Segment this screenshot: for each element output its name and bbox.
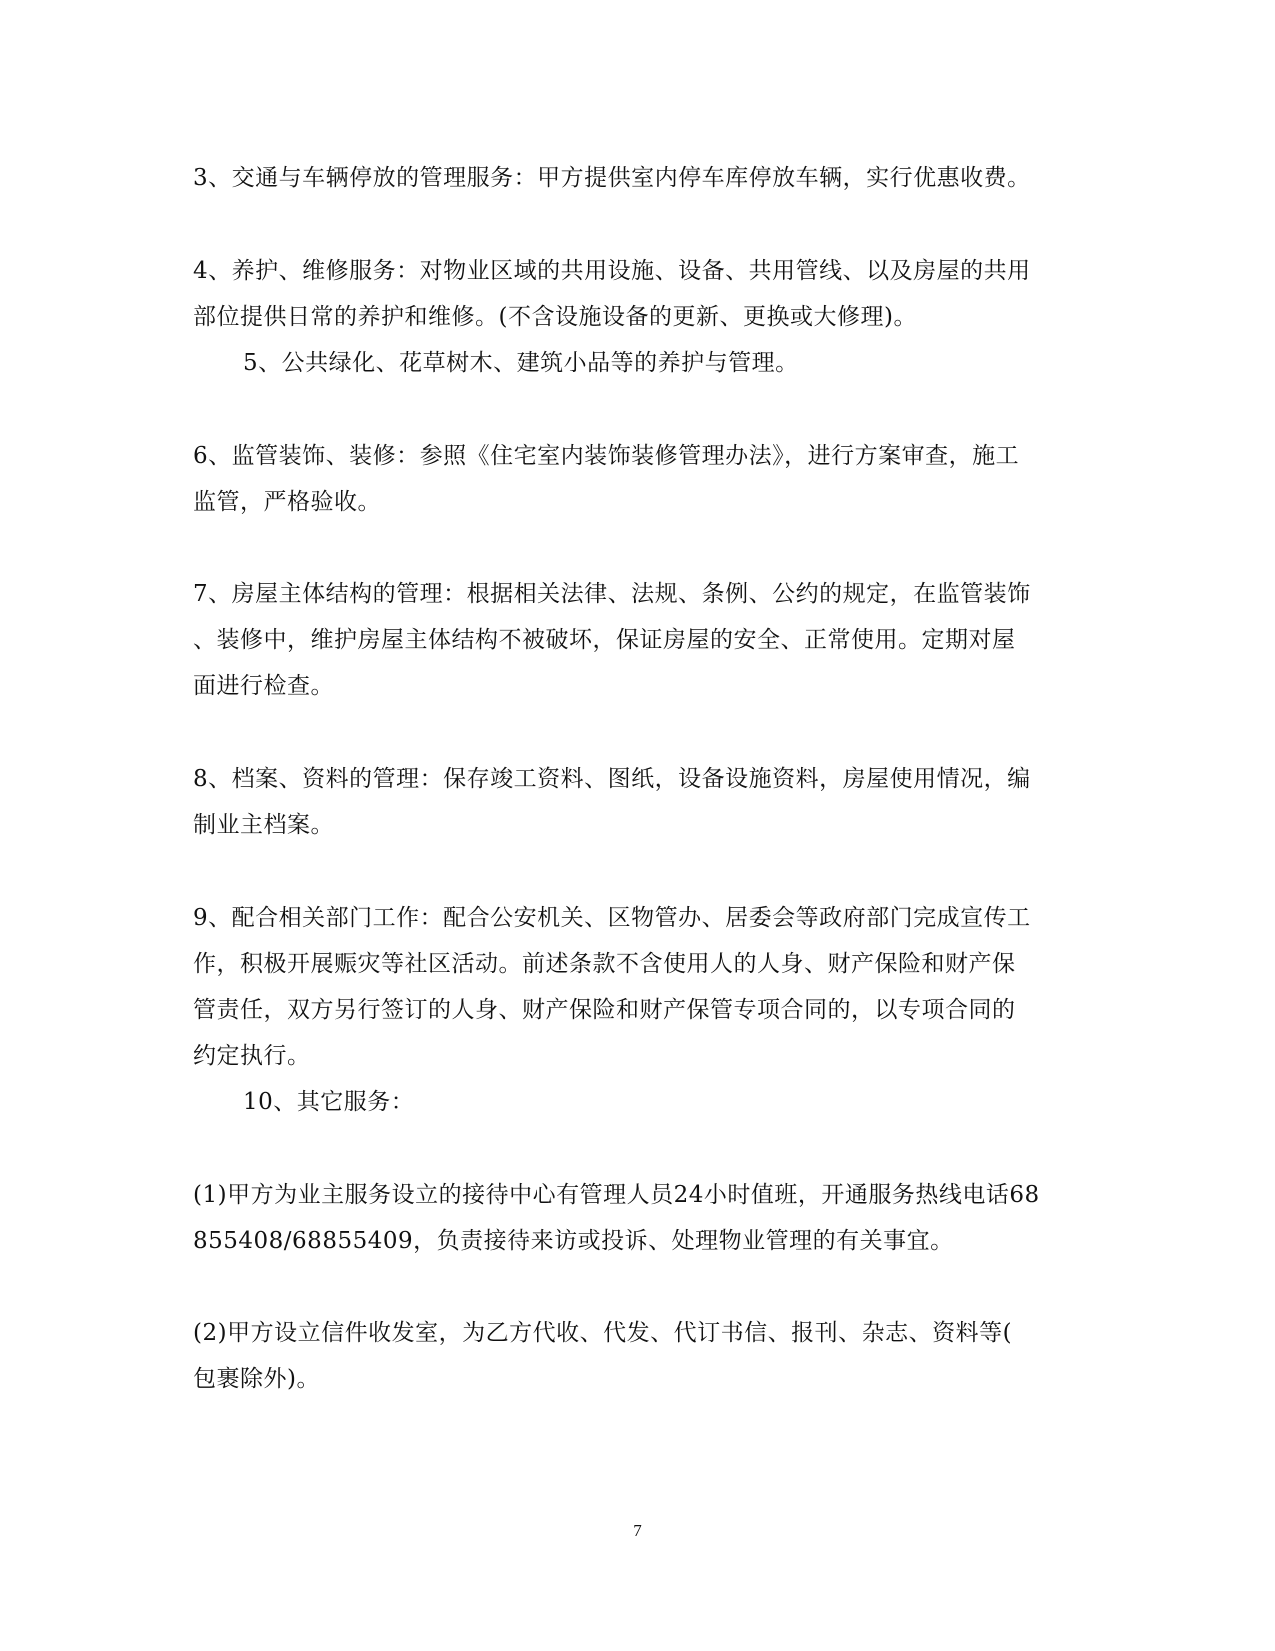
item-9-line-4: 约定执行。 xyxy=(193,1043,311,1069)
subitem-2-line-1: (2)甲方设立信件收发室，为乙方代收、代发、代订书信、报刊、杂志、资料等( xyxy=(193,1320,1013,1346)
item-7-line-1: 7、房屋主体结构的管理：根据相关法律、法规、条例、公约的规定，在监管装饰 xyxy=(193,581,1031,607)
item-4-line-1: 4、养护、维修服务：对物业区域的共用设施、设备、共用管线、以及房屋的共用 xyxy=(193,258,1031,284)
item-7-line-2: 、装修中，维护房屋主体结构不被破坏，保证房屋的安全、正常使用。定期对屋 xyxy=(193,627,1016,653)
item-6-line-1: 6、监管装饰、装修：参照《住宅室内装饰装修管理办法》，进行方案审查，施工 xyxy=(193,443,1020,469)
item-10-line-1: 10、其它服务： xyxy=(243,1089,415,1115)
item-5-line-1: 5、公共绿化、花草树木、建筑小品等的养护与管理。 xyxy=(243,350,799,376)
subitem-2-line-2: 包裹除外)。 xyxy=(193,1366,320,1392)
item-9-line-2: 作，积极开展赈灾等社区活动。前述条款不含使用人的人身、财产保险和财产保 xyxy=(193,951,1016,977)
item-4-line-2: 部位提供日常的养护和维修。(不含设施设备的更新、更换或大修理)。 xyxy=(193,304,917,330)
item-3-line-1: 3、交通与车辆停放的管理服务：甲方提供室内停车库停放车辆，实行优惠收费。 xyxy=(193,165,1031,191)
item-7-line-3: 面进行检查。 xyxy=(193,673,334,699)
subitem-1-line-1: (1)甲方为业主服务设立的接待中心有管理人员24小时值班，开通服务热线电话68 xyxy=(193,1182,1040,1208)
item-8-line-1: 8、档案、资料的管理：保存竣工资料、图纸，设备设施资料，房屋使用情况，编 xyxy=(193,766,1031,792)
item-9-line-3: 管责任，双方另行签订的人身、财产保险和财产保管专项合同的，以专项合同的 xyxy=(193,997,1016,1023)
item-6-line-2: 监管，严格验收。 xyxy=(193,489,381,515)
subitem-1-line-2: 855408/68855409，负责接待来访或投诉、处理物业管理的有关事宜。 xyxy=(193,1228,954,1254)
item-8-line-2: 制业主档案。 xyxy=(193,812,334,838)
page-number: 7 xyxy=(633,1521,642,1540)
item-9-line-1: 9、配合相关部门工作：配合公安机关、区物管办、居委会等政府部门完成宣传工 xyxy=(193,905,1031,931)
